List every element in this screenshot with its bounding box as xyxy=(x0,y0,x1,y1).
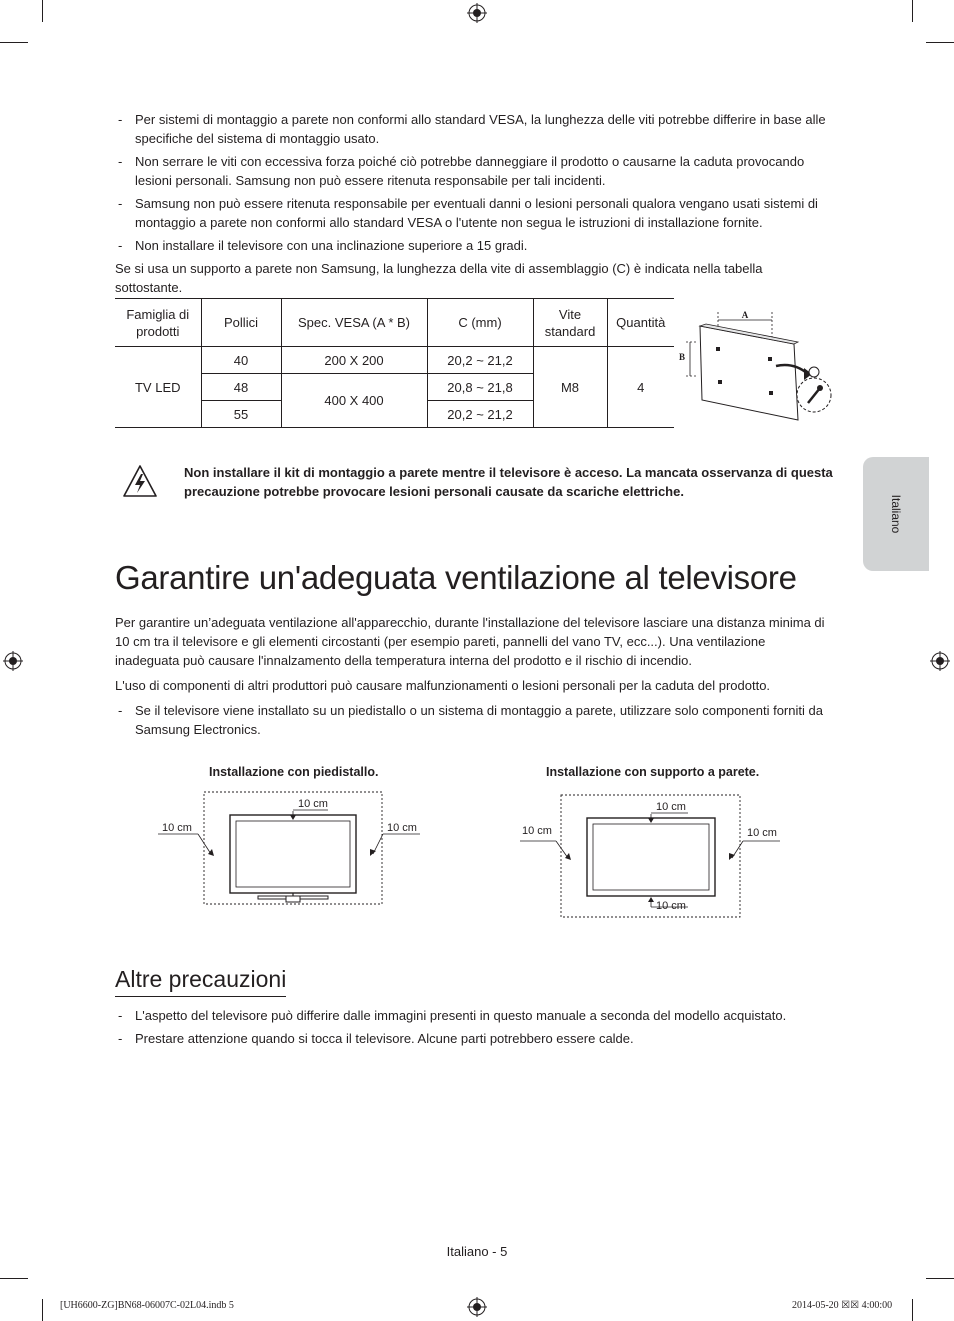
table-header: Vite standard xyxy=(533,299,607,347)
warning-text: Non installare il kit di montaggio a parete mentre il televisore è acceso. La mancata osservanza di questa precauzione potrebbe provocare lesioni personali causate da scariche elettriche. xyxy=(184,465,833,499)
clearance-label-top: 10 cm xyxy=(298,798,328,810)
table-cell-vesa: 400 X 400 xyxy=(281,374,427,428)
list-item: - Per sistemi di montaggio a parete non conformi allo standard VESA, la lunghezza delle viti potrebbe differire in base alle specifiche del sistema di montaggio usato. xyxy=(115,110,830,148)
clearance-label-bottom: 10 cm xyxy=(656,900,686,912)
language-side-tab xyxy=(863,457,929,571)
table-cell-c: 20,2 ~ 21,2 xyxy=(427,401,533,428)
section-title-other-precautions: Altre precauzioni xyxy=(115,966,286,997)
registration-mark-icon xyxy=(930,651,950,671)
ventilation-bullet-list xyxy=(115,701,830,739)
table-cell-screw: M8 xyxy=(533,347,607,428)
print-footer-timestamp: 2014-05-20 ☒☒ 4:00:00 xyxy=(792,1300,893,1311)
list-item: - Se il televisore viene installato su un piedistallo o un sistema di montaggio a parete, utilizzare solo componenti forniti da Samsung Electronics. xyxy=(115,701,830,739)
clearance-label-right: 10 cm xyxy=(387,822,417,834)
table-cell-inches: 40 xyxy=(201,347,281,374)
crop-mark xyxy=(926,1278,954,1279)
vesa-notes xyxy=(115,110,830,303)
page-number: Italiano - 5 xyxy=(446,1244,508,1259)
list-item: - Non installare il televisore con una inclinazione superiore a 15 gradi. xyxy=(115,236,830,255)
table-cell-family: TV LED xyxy=(134,379,181,395)
side-tab-label: Italiano xyxy=(889,494,903,534)
crop-mark xyxy=(42,0,43,22)
crop-mark xyxy=(0,1278,28,1279)
crop-mark xyxy=(42,1299,43,1321)
dimension-a-label: A xyxy=(741,310,749,320)
list-item: - Samsung non può essere ritenuta responsabile per eventuali danni o lesioni personali qualora vengano usati sistemi di montaggio a parete non conformi allo standard VESA o l'utente non segua le istruzioni di installazione fornite. xyxy=(115,194,830,232)
screw-length-note: Se si usa un supporto a parete non Samsung, la lunghezza della vite di assemblaggio (C) è indicata nella tabella sottostante. xyxy=(115,261,763,295)
registration-mark-icon xyxy=(3,651,23,671)
wall-clearance-diagram xyxy=(518,790,788,920)
precaution-bullet-list xyxy=(115,1006,830,1048)
table-cell-vesa: 200 X 200 xyxy=(281,347,427,374)
table-row xyxy=(115,347,674,374)
section-title-ventilation: Garantire un'adeguata ventilazione al televisore xyxy=(115,559,797,596)
table-cell-c: 20,8 ~ 21,8 xyxy=(427,374,533,401)
print-footer-file: [UH6600-ZG]BN68-06007C-02L04.indb 5 xyxy=(60,1300,234,1311)
crop-mark xyxy=(0,42,28,43)
crop-mark xyxy=(926,42,954,43)
list-item: - Non serrare le viti con eccessiva forza poiché ciò potrebbe danneggiare il prodotto o causarne la caduta provocando lesioni personali. Samsung non può essere ritenuta responsabile per tali incidenti. xyxy=(115,152,830,190)
stand-install-caption: Installazione con piedistallo. xyxy=(209,765,379,779)
clearance-label-left: 10 cm xyxy=(522,825,552,837)
ventilation-paragraph: Per garantire un’adeguata ventilazione all'apparecchio, durante l'installazione del televisore lasciare una distanza minima di 10 cm tra il televisore e gli elementi circostanti (per esempio pareti, pannelli del vano TV, ecc...). Una ventilazione inadeguata può causare l'innalzamento della temperatura interna del prodotto e il rischio di incendio. xyxy=(115,615,825,668)
clearance-label-right: 10 cm xyxy=(747,827,777,839)
table-cell-quantity: 4 xyxy=(607,347,674,428)
crop-mark xyxy=(912,0,913,22)
table-cell-c: 20,2 ~ 21,2 xyxy=(427,347,533,374)
table-header: Famiglia di prodotti xyxy=(126,306,190,339)
ventilation-paragraph: L'uso di componenti di altri produttori può causare malfunzionamenti o lesioni personali per la caduta del prodotto. xyxy=(115,678,771,693)
table-cell-inches: 48 xyxy=(201,374,281,401)
stand-clearance-diagram xyxy=(158,788,428,908)
vesa-bullet-list xyxy=(115,110,830,255)
table-header: Spec. VESA (A * B) xyxy=(281,299,427,347)
registration-mark-icon xyxy=(467,1297,487,1317)
table-header: Pollici xyxy=(201,299,281,347)
other-precautions-body xyxy=(115,1006,830,1052)
list-item: - Prestare attenzione quando si tocca il televisore. Alcune parti potrebbero essere calde. xyxy=(115,1029,830,1048)
table-header: C (mm) xyxy=(427,299,533,347)
screw-spec-table xyxy=(115,298,674,428)
dimension-b-label: B xyxy=(678,352,686,362)
ventilation-body xyxy=(115,613,830,743)
table-header-row xyxy=(115,299,674,347)
wall-mount-diagram xyxy=(676,300,836,425)
clearance-label-top: 10 cm xyxy=(656,801,686,813)
table-header: Quantità xyxy=(607,299,674,347)
list-item: - L'aspetto del televisore può differire dalle immagini presenti in questo manuale a seconda del modello acquistato. xyxy=(115,1006,830,1025)
wall-install-caption: Installazione con supporto a parete. xyxy=(546,765,760,779)
table-cell-inches: 55 xyxy=(201,401,281,428)
electric-shock-warning-icon xyxy=(122,464,158,498)
registration-mark-icon xyxy=(467,3,487,23)
crop-mark xyxy=(912,1299,913,1321)
clearance-label-left: 10 cm xyxy=(162,822,192,834)
